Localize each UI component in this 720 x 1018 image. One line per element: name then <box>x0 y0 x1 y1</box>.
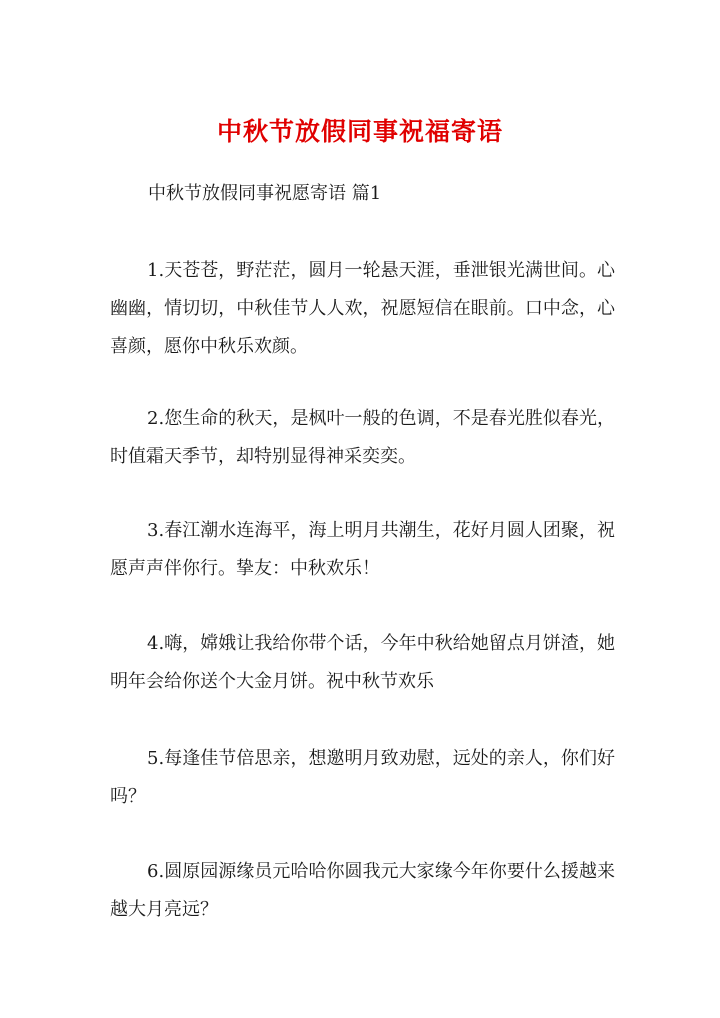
paragraph-3: 3.春江潮水连海平，海上明月共潮生，花好月圆人团聚，祝愿声声伴你行。挚友：中秋欢乐！ <box>110 520 615 579</box>
paragraph-1: 1.天苍苍，野茫茫，圆月一轮悬天涯，垂泄银光满世间。心幽幽，情切切，中秋佳节人人欢，祝愿短信在眼前。口中念，心喜颜，愿你中秋乐欢颜。 <box>110 260 615 357</box>
paragraph-5: 5.每逢佳节倍思亲，想邀明月致劝慰，远处的亲人，你们好吗？ <box>110 748 615 807</box>
section-heading: 中秋节放假同事祝愿寄语 篇1 <box>148 183 382 204</box>
document-title: 中秋节放假同事祝福寄语 <box>216 117 503 146</box>
paragraph-2: 2.您生命的秋天，是枫叶一般的色调，不是春光胜似春光，时值霜天季节，却特别显得神采奕奕。 <box>110 408 615 467</box>
paragraph-6: 6.圆原园源缘员元哈哈你圆我元大家缘今年你要什么援越来越大月亮远？ <box>110 861 615 920</box>
paragraph-4: 4.嗨，嫦娥让我给你带个话，今年中秋给她留点月饼渣，她明年会给你送个大金月饼。祝中秋节欢乐 <box>110 633 615 692</box>
